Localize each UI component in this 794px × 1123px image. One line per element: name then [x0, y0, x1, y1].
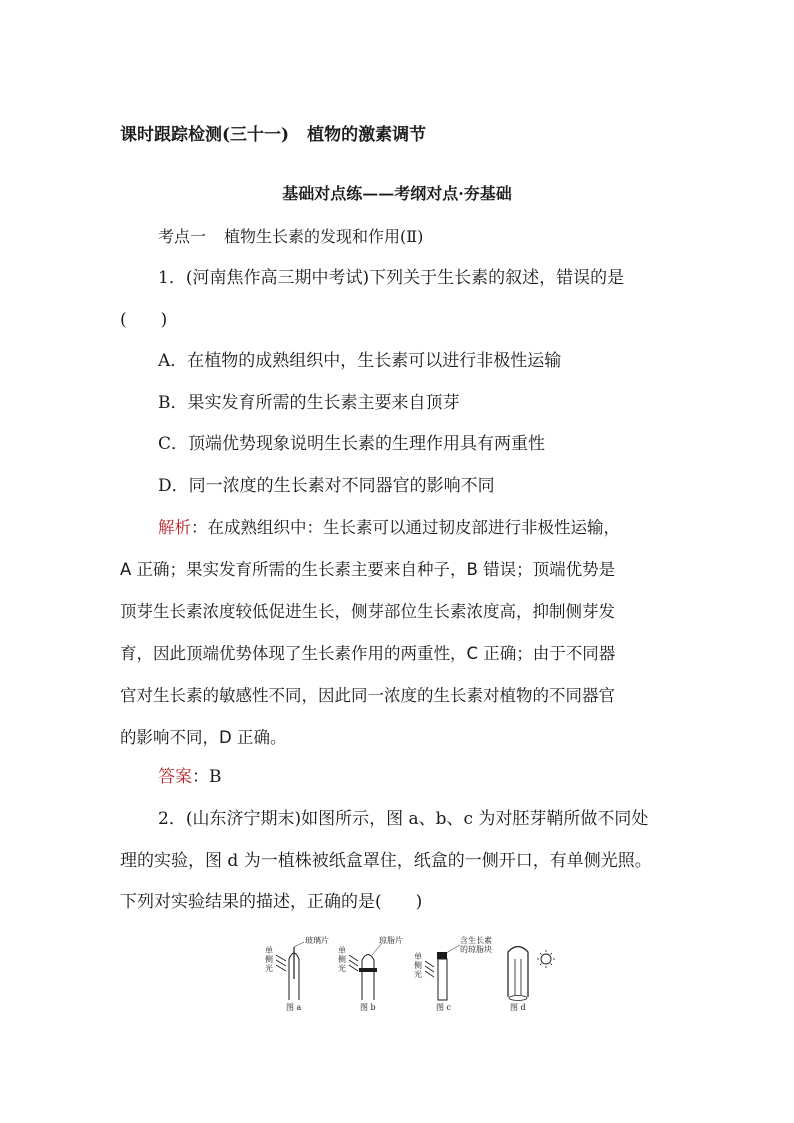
- q1-option-d: D．同一浓度的生长素对不同器官的影响不同: [158, 476, 495, 496]
- coleoptile-c: [438, 959, 447, 1000]
- auxin-pointer: [446, 945, 460, 953]
- q1-option-c: C．顶端优势现象说明生长素的生理作用具有两重性: [158, 434, 546, 454]
- agar-sheet: [359, 968, 377, 972]
- coleoptile-base-b: [362, 972, 374, 1000]
- title-main: 课时跟踪检测(三十一): [120, 125, 290, 145]
- light-label-a-3: 光: [265, 964, 273, 973]
- q1-explanation-line4: 育，因此顶端优势体现了生长素作用的两重性，C 正确；由于不同器: [120, 644, 616, 663]
- experiment-figure: [262, 935, 562, 1015]
- q1-explanation-line2: A 正确；果实发育所需的生长素主要来自种子，B 错误；顶端优势是: [120, 560, 616, 579]
- caption-d: 图 d: [510, 1003, 526, 1012]
- light-label-c-1: 单: [414, 952, 422, 961]
- light-arrows-b: [349, 955, 358, 971]
- caption-c: 图 c: [436, 1003, 452, 1012]
- coleoptile-tip-b: [362, 955, 374, 969]
- plant-d: [515, 959, 521, 995]
- agar-label: 琼脂片: [379, 936, 403, 945]
- glass-label: 玻璃片: [305, 936, 329, 945]
- q1-answer: [158, 765, 222, 789]
- answer-label: 答案: [158, 767, 192, 787]
- figure-b: [338, 935, 403, 1012]
- q1-explanation-line3: 顶芽生长素浓度较低促进生长，侧芽部位生长素浓度高，抑制侧芽发: [120, 602, 615, 621]
- page-title: [120, 123, 426, 147]
- rotating-base: [509, 996, 527, 1001]
- sun-icon: [537, 950, 555, 968]
- q1-explanation-line5: 官对生长素的敏感性不同，因此同一浓度的生长素对植物的不同器官: [120, 686, 615, 705]
- topic-heading: [158, 225, 423, 249]
- q2-stem-line2: 理的实验，图 d 为一植株被纸盒罩住，纸盒的一侧开口，有单侧光照。: [120, 851, 652, 871]
- auxin-agar-block: [437, 952, 447, 959]
- light-label-b-3: 光: [338, 964, 346, 973]
- q1-stem-line1: 1．(河南焦作高三期中考试)下列关于生长素的叙述，错误的是: [158, 268, 625, 288]
- agar-block-label-1: 含生长素: [460, 936, 492, 945]
- q2-stem-line3: 下列对实验结果的描述，正确的是( ): [120, 892, 423, 912]
- figure-c: [414, 935, 492, 1012]
- paper-box: [508, 947, 528, 998]
- figure-a: [265, 935, 329, 1012]
- section-heading: 基础对点练——考纲对点·夯基础: [282, 184, 512, 203]
- explanation-text-1: ：在成熟组织中：生长素可以通过韧皮部进行非极性运输，: [191, 518, 620, 537]
- light-label-b-1: 单: [338, 946, 346, 955]
- q1-option-a: A．在植物的成熟组织中，生长素可以进行非极性运输: [158, 351, 562, 371]
- q1-option-b: B．果实发育所需的生长素主要来自顶芽: [158, 393, 460, 413]
- caption-a: 图 a: [286, 1003, 302, 1012]
- title-sub: 植物的激素调节: [307, 125, 427, 145]
- q1-explanation-line1: [158, 516, 620, 540]
- q1-explanation-line6: 的影响不同，D 正确。: [120, 728, 287, 747]
- topic-text: 植物生长素的发现和作用(Ⅱ): [224, 227, 424, 246]
- light-arrows-a: [276, 955, 286, 971]
- agar-block-label-2: 的琼脂块: [460, 945, 492, 954]
- light-label-b-2: 侧: [338, 955, 346, 964]
- light-label-a-2: 侧: [265, 955, 273, 964]
- light-label-c-3: 光: [414, 970, 422, 979]
- light-arrows-c: [425, 961, 434, 977]
- experiment-diagram: [262, 935, 562, 1015]
- light-label-c-2: 侧: [414, 961, 422, 970]
- explanation-label: 解析: [158, 518, 191, 537]
- glass-pointer: [294, 942, 304, 947]
- topic-label: 考点一: [158, 227, 207, 246]
- q1-stem-line2: ( ): [120, 310, 168, 330]
- answer-value: ：B: [192, 767, 222, 787]
- figure-d: [508, 947, 555, 1013]
- q2-stem-line1: 2．(山东济宁期末)如图所示，图 a、b、c 为对胚芽鞘所做不同处: [158, 809, 649, 829]
- caption-b: 图 b: [360, 1003, 376, 1012]
- light-label-a-1: 单: [265, 946, 273, 955]
